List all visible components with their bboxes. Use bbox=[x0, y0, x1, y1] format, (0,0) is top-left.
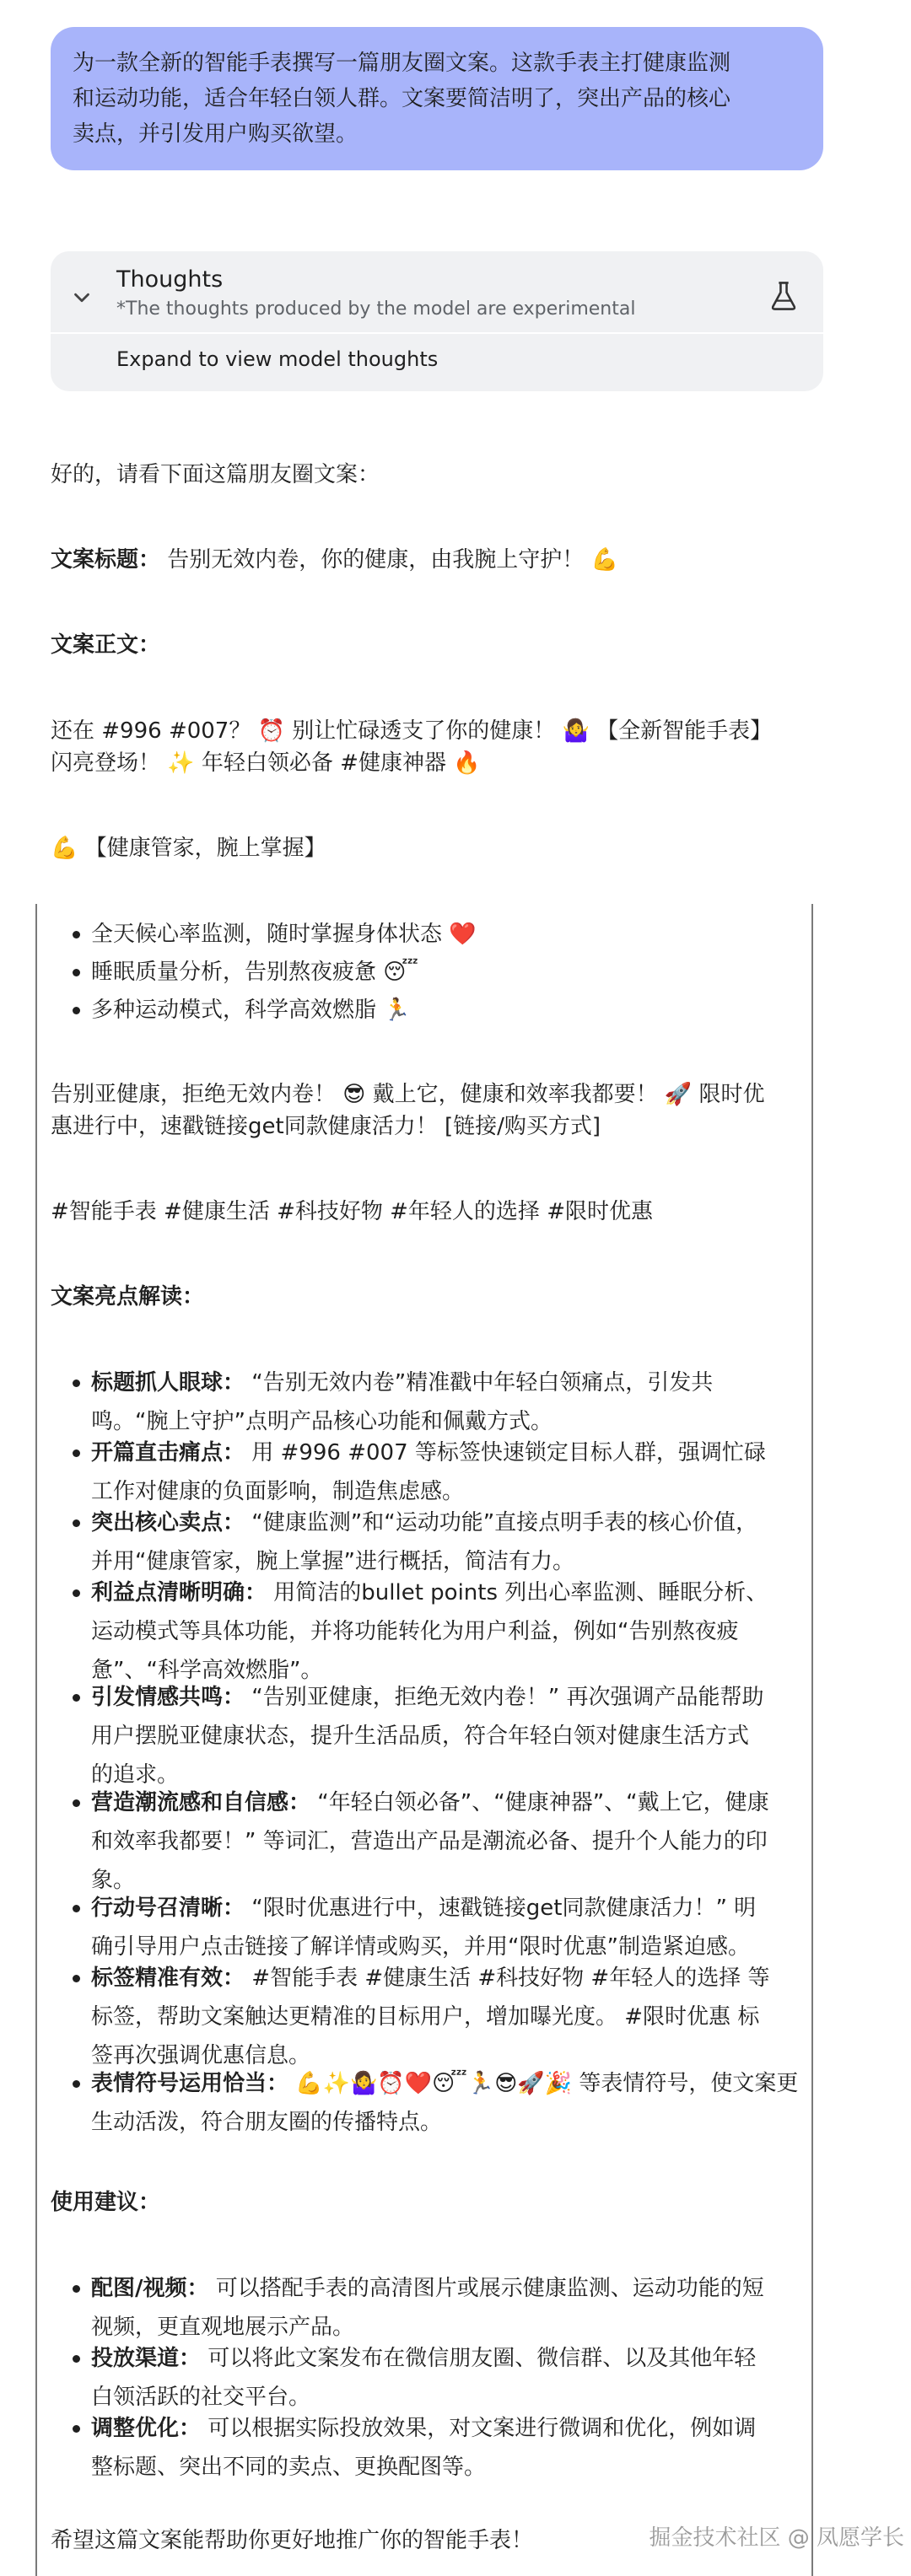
usage-heading: 使用建议： bbox=[51, 2190, 161, 2215]
closing-line: 希望这篇文案能帮助你更好地推广你的智能手表！ bbox=[51, 2528, 534, 2553]
thoughts-title: Thoughts bbox=[116, 266, 224, 293]
usage-item: 配图/视频： 可以搭配手表的高清图片或展示健康监测、运动功能的短 视频，更直观地展示产品。 bbox=[51, 2269, 810, 2347]
expand-thoughts-button[interactable]: Expand to view model thoughts bbox=[116, 347, 439, 371]
user-prompt-bubble bbox=[51, 27, 823, 170]
user-prompt-line: 为一款全新的智能手表撰写一篇朋友圈文案。这款手表主打健康监测 bbox=[73, 51, 731, 76]
hashtags: #智能手表 #健康生活 #科技好物 #年轻人的选择 #限时优惠 bbox=[51, 1199, 653, 1224]
copy-title-label: 文案标题： bbox=[51, 547, 161, 573]
highlight-item: 标题抓人眼球： “告别无效内卷”精准戳中年轻白领痛点，引发共 鸣。“腕上守护”点明产品核心功能和佩戴方式。 bbox=[51, 1363, 810, 1441]
highlight-item: 营造潮流感和自信感： “年轻白领必备”、“健康神器”、“戴上它，健康 和效率我都要！” 等词汇，营造出产品是潮流必备、提升个人能力的印 象。 bbox=[51, 1783, 810, 1900]
copy-body-line: 闪亮登场！ ✨ 年轻白领必备 #健康神器 🔥 bbox=[51, 750, 481, 776]
feature-item: 睡眠质量分析，告别熬夜疲惫 😴 bbox=[51, 953, 810, 992]
cta-line: 惠进行中，速戳链接get同款健康活力！ [链接/购买方式] bbox=[51, 1114, 601, 1139]
highlight-item: 引发情感共鸣： “告别亚健康，拒绝无效内卷！” 再次强调产品能帮助 用户摆脱亚健康状态，提升生活品质，符合年轻白领对健康生活方式 的追求。 bbox=[51, 1678, 810, 1794]
feature-item: 多种运动模式，科学高效燃脂 🏃 bbox=[51, 991, 810, 1030]
highlight-item: 突出核心卖点： “健康监测”和“运动功能”直接点明手表的核心价值， 并用“健康管家，腕上掌握”进行概括，简洁有力。 bbox=[51, 1503, 810, 1581]
user-prompt-line: 和运动功能，适合年轻白领人群。文案要简洁明了，突出产品的核心 bbox=[73, 86, 731, 111]
usage-item: 投放渠道： 可以将此文案发布在微信朋友圈、微信群、以及其他年轻 白领活跃的社交平台。 bbox=[51, 2339, 810, 2417]
copy-body-line: 还在 #996 #007？ ⏰ 别让忙碌透支了你的健康！ 🤷‍♀️ 【全新智能手表】 bbox=[51, 718, 773, 744]
section-heading: 💪 【健康管家，腕上掌握】 bbox=[51, 836, 326, 861]
response-intro: 好的，请看下面这篇朋友圈文案： bbox=[51, 462, 380, 487]
thoughts-subtitle: *The thoughts produced by the model are experimental bbox=[116, 298, 636, 320]
highlights-heading: 文案亮点解读： bbox=[51, 1284, 205, 1310]
highlight-item: 标签精准有效： #智能手表 #健康生活 #科技好物 #年轻人的选择 等 标签，帮助文案触达更精准的目标用户，增加曝光度。 #限时优惠 标 签再次强调优惠信息。 bbox=[51, 1959, 810, 2075]
frame-left-border bbox=[35, 904, 37, 2576]
usage-item: 调整优化： 可以根据实际投放效果，对文案进行微调和优化，例如调 整标题、突出不同的卖点、更换配图等。 bbox=[51, 2409, 810, 2487]
thoughts-panel[interactable] bbox=[51, 251, 823, 391]
highlight-item: 利益点清晰明确： 用简洁的bullet points 列出心率监测、睡眠分析、 运动模式等具体功能，并将功能转化为用户利益，例如“告别熬夜疲 惫”、“科学高效燃脂”。 bbox=[51, 1573, 810, 1690]
feature-item: 全天候心率监测，随时掌握身体状态 ❤️ bbox=[51, 915, 810, 954]
cta-line: 告别亚健康，拒绝无效内卷！ 😎 戴上它，健康和效率我都要！ 🚀 限时优 bbox=[51, 1082, 765, 1107]
highlight-item: 行动号召清晰： “限时优惠进行中，速戳链接get同款健康活力！” 明 确引导用户点击链接了解详情或购买，并用“限时优惠”制造紧迫感。 bbox=[51, 1889, 810, 1966]
watermark: 掘金技术社区 @ 凤愿学长 bbox=[649, 2525, 904, 2551]
copy-body-label: 文案正文： bbox=[51, 632, 161, 658]
highlight-item: 开篇直击痛点： 用 #996 #007 等标签快速锁定目标人群，强调忙碌 工作对健康的负面影响，制造焦虑感。 bbox=[51, 1433, 810, 1511]
thoughts-divider bbox=[51, 332, 823, 334]
copy-title bbox=[51, 540, 827, 579]
flask-icon bbox=[769, 280, 798, 312]
frame-right-border bbox=[811, 904, 813, 2576]
user-prompt-line: 卖点，并引发用户购买欲望。 bbox=[73, 121, 358, 147]
highlight-item: 表情符号运用恰当： 💪✨🤷‍♀️⏰❤️😴🏃😎🚀🎉 等表情符号，使文案更 生动活泼，符合朋友圈的传播特点。 bbox=[51, 2064, 810, 2142]
chevron-down-icon[interactable] bbox=[69, 285, 94, 310]
copy-title-text: 告别无效内卷，你的健康，由我腕上守护！ 💪 bbox=[160, 547, 618, 573]
